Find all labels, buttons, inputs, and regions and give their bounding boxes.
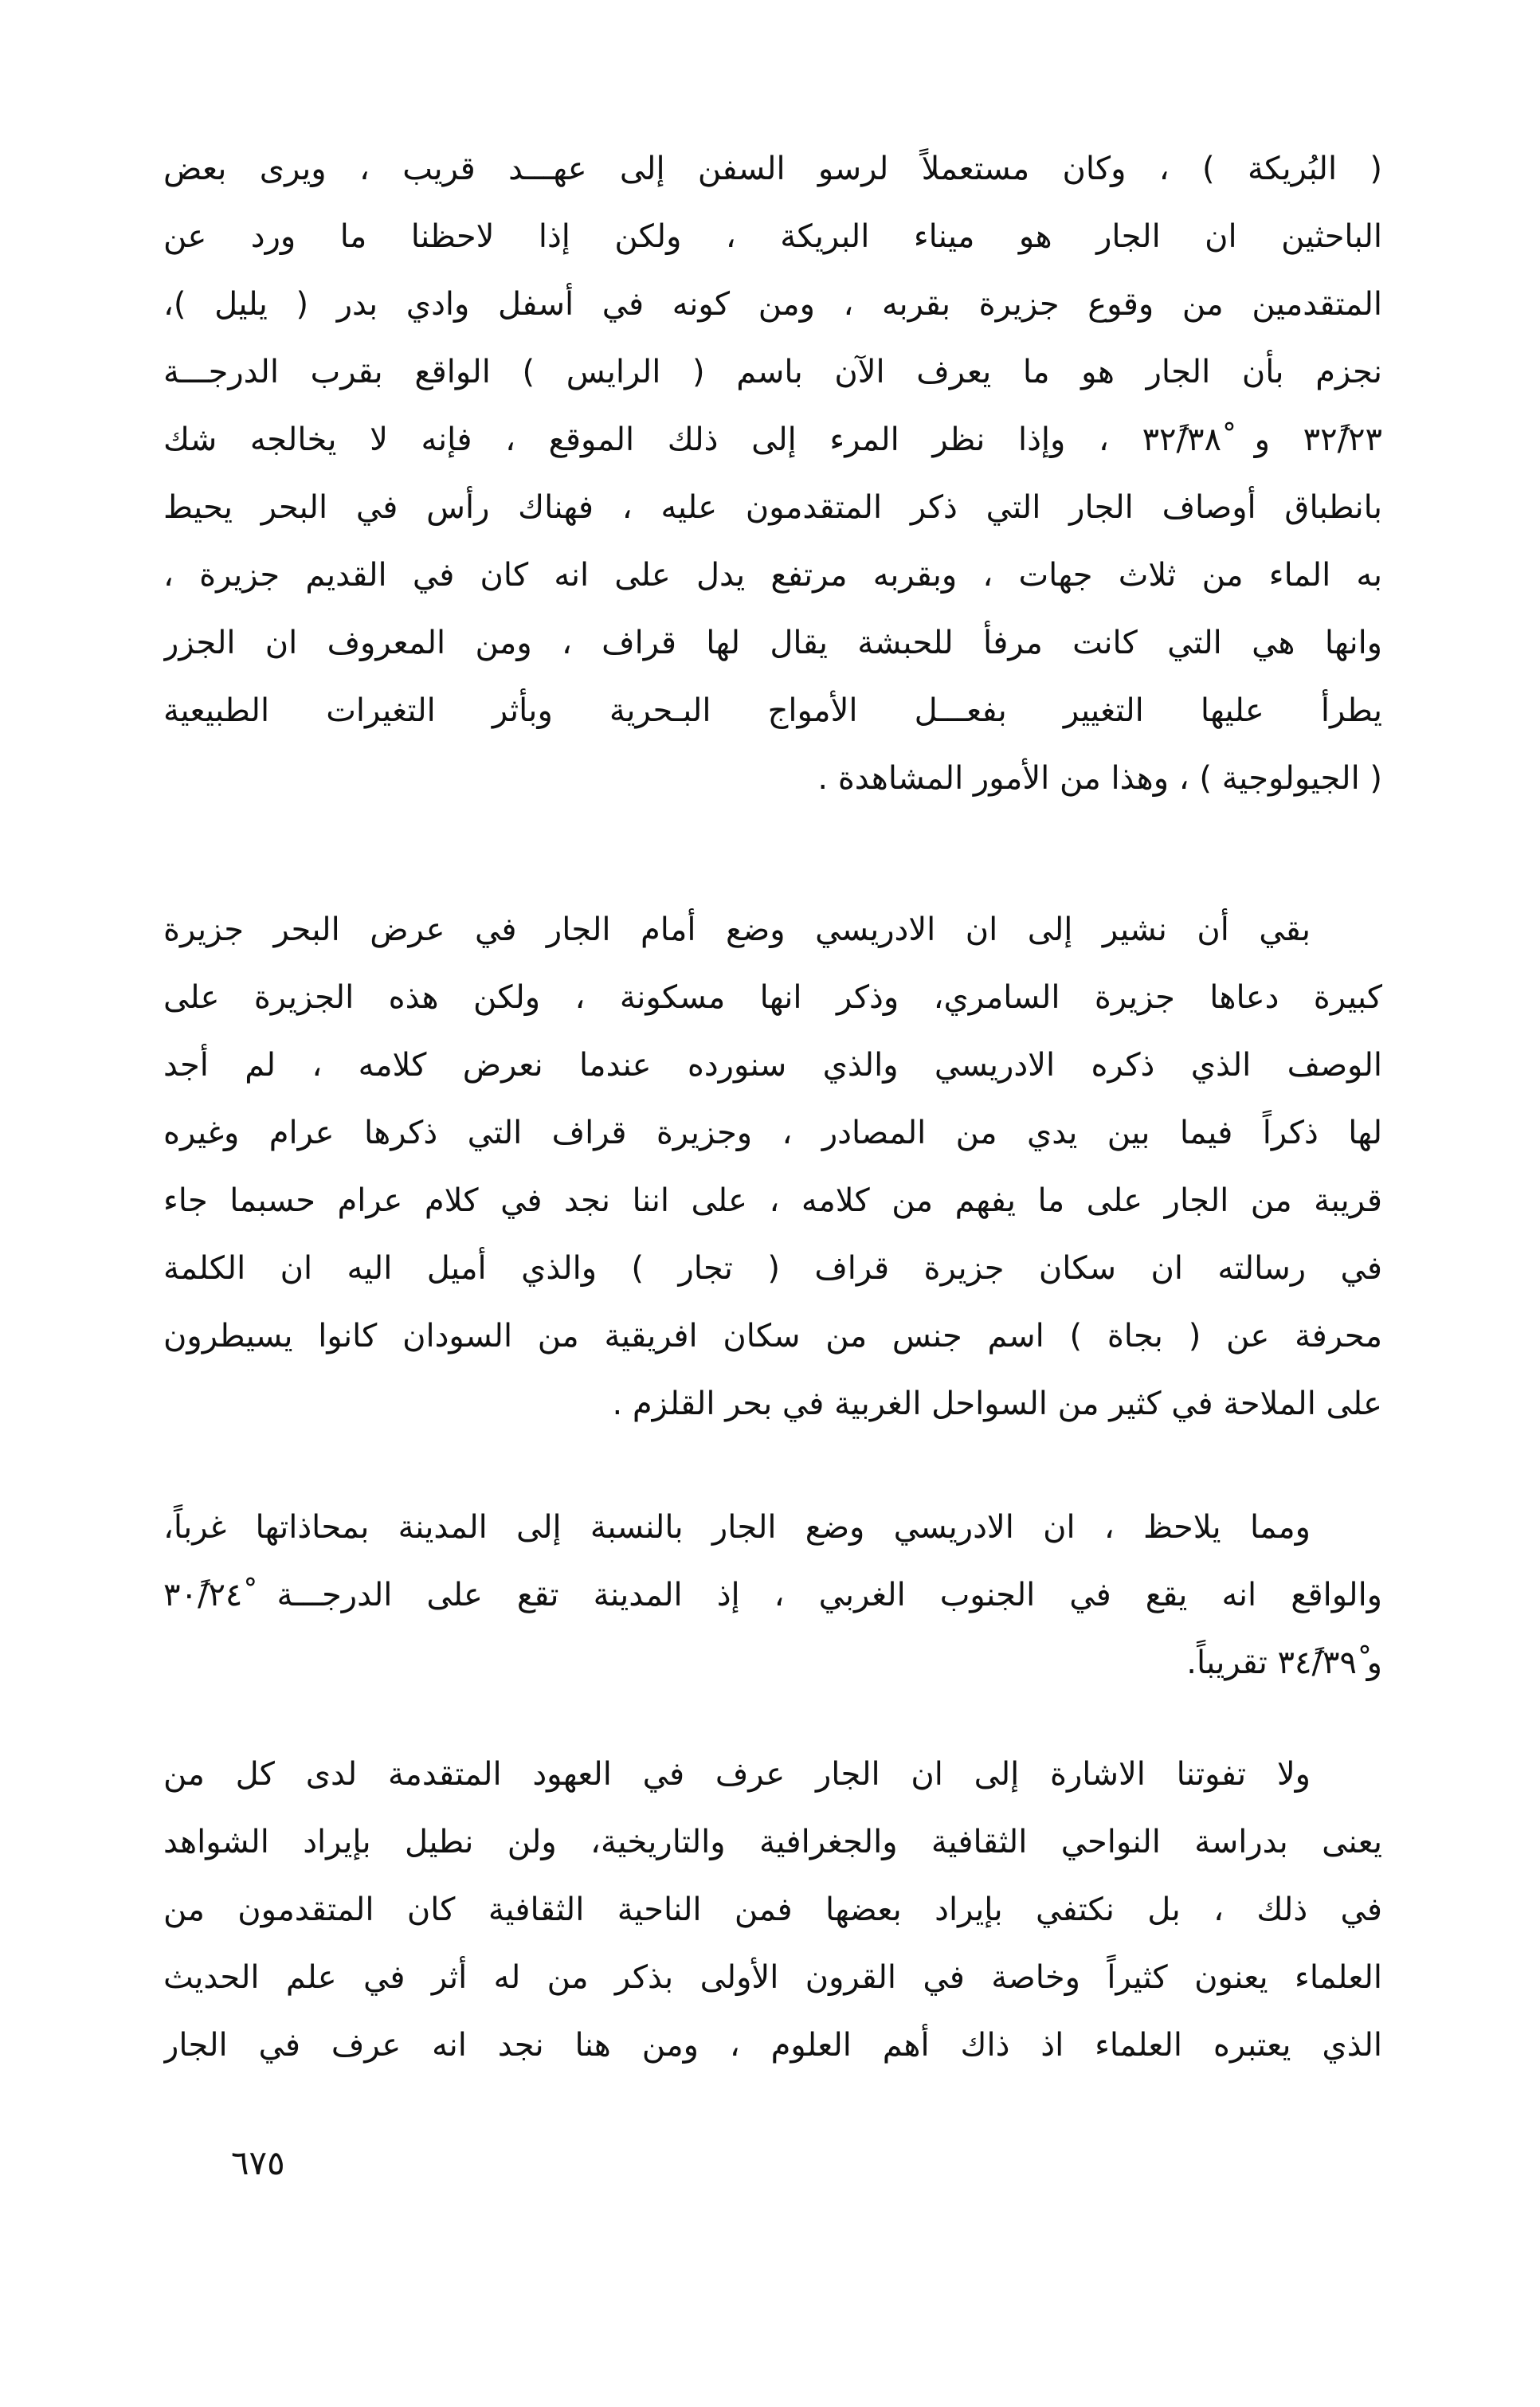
- text-line: لها ذكراً فيما بين يدي من المصادر ، وجزيرة قراف التي ذكرها عرام وغيره: [163, 1115, 1382, 1151]
- text-line: الباحثين ان الجار هو ميناء البريكة ، ولكن إذا لاحظنا ما ورد عن: [163, 218, 1382, 255]
- text-line: والواقع انه يقع في الجنوب الغربي ، إذ المدينة تقع على الدرجـــة ٣٠ً/٢٤ْ: [163, 1577, 1382, 1613]
- text-line: الوصف الذي ذكره الادريسي والذي سنورده عندما نعرض كلامه ، لم أجد: [163, 1047, 1382, 1084]
- paragraph: [163, 1494, 1382, 1697]
- text-line: في رسالته ان سكان جزيرة قراف ( تجار ) والذي أميل اليه ان الكلمة: [163, 1250, 1382, 1287]
- text-line: على الملاحة في كثير من السواحل الغربية في بحر القلزم .: [612, 1386, 1382, 1422]
- text-line: ولا تفوتنا الاشارة إلى ان الجار عرف في العهود المتقدمة لدى كل من: [163, 1756, 1311, 1793]
- text-line: ( البُريكة ) ، وكان مستعملاً لرسو السفن إلى عهـــد قريب ، ويرى بعض: [163, 151, 1382, 187]
- text-line: في ذلك ، بل نكتفي بإيراد بعضها فمن الناحية الثقافية كان المتقدمون من: [163, 1891, 1382, 1928]
- paragraph: [163, 896, 1382, 1438]
- paragraph: [163, 135, 1382, 813]
- text-line: ( الجيولوجية ) ، وهذا من الأمور المشاهدة .: [817, 760, 1382, 797]
- text-line: بقي أن نشير إلى ان الادريسي وضع أمام الجار في عرض البحر جزيرة: [163, 911, 1311, 948]
- text-line: ٣٢ً/٢٣ْ و ٣٢ً/٣٨ْ ، وإذا نظر المرء إلى ذلك الموقع ، فإنه لا يخالجه شك: [163, 421, 1382, 458]
- text-line: كبيرة دعاها جزيرة السامري، وذكر انها مسكونة ، ولكن هذه الجزيرة على: [163, 979, 1382, 1016]
- text-line: به الماء من ثلاث جهات ، وبقربه مرتفع يدل على انه كان في القديم جزيرة ،: [163, 557, 1382, 594]
- text-line: قريبة من الجار على ما يفهم من كلامه ، على اننا نجد في كلام عرام حسبما جاء: [163, 1182, 1382, 1219]
- paragraph: [163, 1741, 1382, 2080]
- page-number: ٦٧٥: [231, 2143, 285, 2182]
- text-line: يعنى بدراسة النواحي الثقافية والجغرافية والتاريخية، ولن نطيل بإيراد الشواهد: [163, 1824, 1382, 1860]
- text-line: وانها هي التي كانت مرفأ للحبشة يقال لها قراف ، ومن المعروف ان الجزر: [163, 625, 1382, 661]
- text-line: ومما يلاحظ ، ان الادريسي وضع الجار بالنسبة إلى المدينة بمحاذاتها غرباً،: [163, 1509, 1311, 1546]
- text-line: الذي يعتبره العلماء اذ ذاك أهم العلوم ، ومن هنا نجد انه عرف في الجار: [163, 2027, 1382, 2064]
- text-line: و ٣٤ً/٣٩ْ تقريباً.: [1186, 1645, 1382, 1681]
- text-line: بانطباق أوصاف الجار التي ذكر المتقدمون عليه ، فهناك رأس في البحر يحيط: [163, 489, 1382, 526]
- text-line: محرفة عن ( بجاة ) اسم جنس من سكان افريقية من السودان كانوا يسيطرون: [163, 1318, 1382, 1354]
- text-line: المتقدمين من وقوع جزيرة بقربه ، ومن كونه في أسفل وادي بدر ( يليل )،: [163, 286, 1382, 323]
- text-line: يطرأ عليها التغيير بفعـــل الأمواج البـحرية وبأثر التغيرات الطبيعية: [163, 692, 1382, 729]
- text-line: نجزم بأن الجار هو ما يعرف الآن باسم ( الرايس ) الواقع بقرب الدرجـــة: [163, 354, 1382, 390]
- text-line: العلماء يعنون كثيراً وخاصة في القرون الأولى بذكر من له أثر في علم الحديث: [163, 1959, 1382, 1996]
